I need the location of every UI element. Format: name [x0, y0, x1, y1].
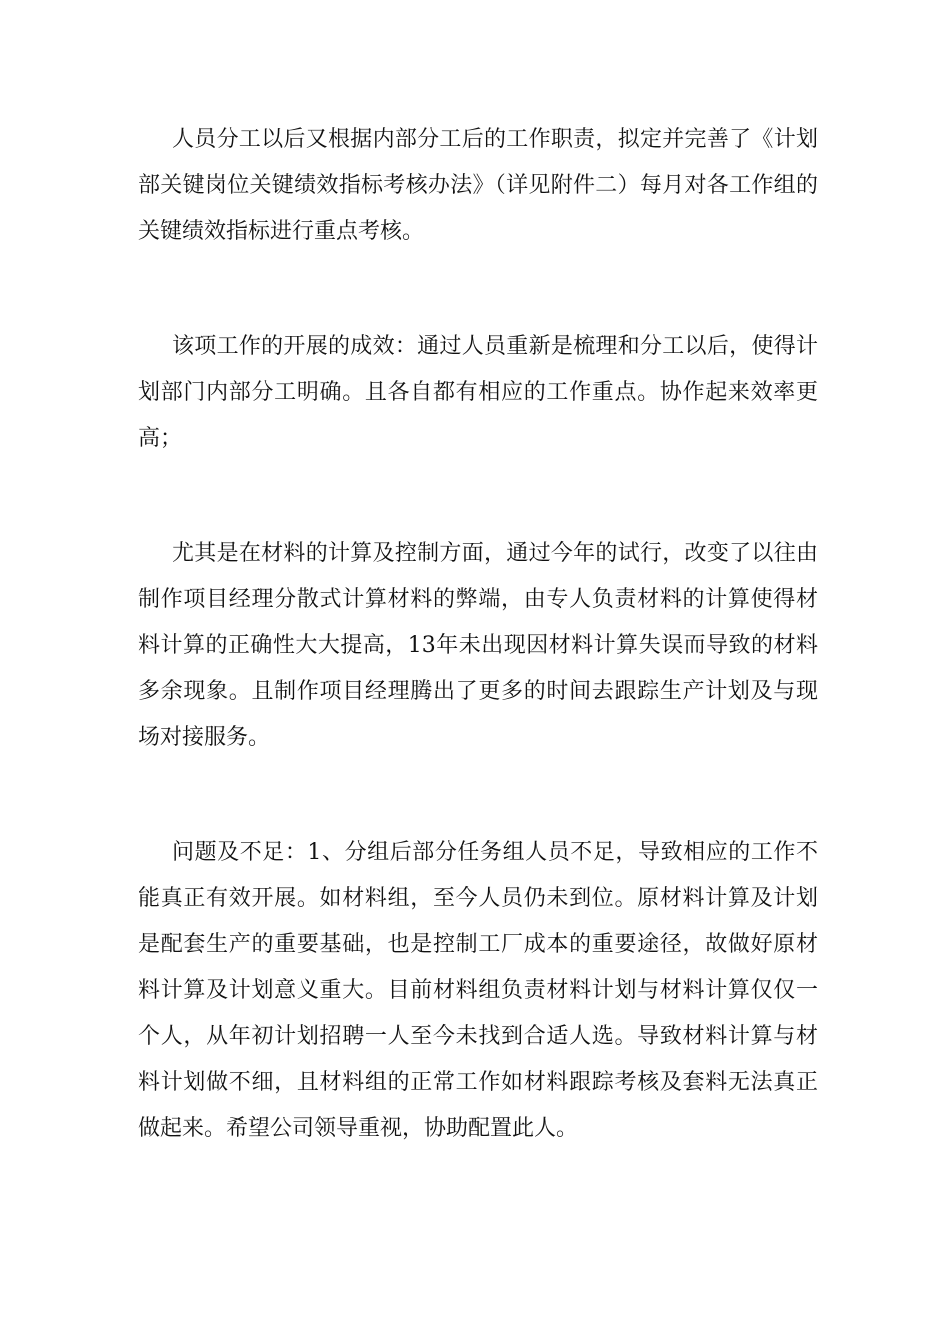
paragraph-staff-division: 人员分工以后又根据内部分工后的工作职责，拟定并完善了《计划部关键岗位关键绩效指标考核办法》（详见附件二）每月对各工作组的关键绩效指标进行重点考核。 [138, 127, 818, 244]
paragraph-problems-shortcomings: 问题及不足：1、分组后部分任务组人员不足，导致相应的工作不能真正有效开展。如材料组，至今人员仍未到位。原材料计算及计划是配套生产的重要基础，也是控制工厂成本的重要途径，故做好原材料计算及计划意义重大。目前材料组负责材料计划与材料计算仅仅一个人，从年初计划招聘一人至今未找到合适人选。导致材料计算与材料计划做不细，且材料组的正常工作如材料跟踪考核及套料无法真正做起来。希望公司领导重视，协助配置此人。 [138, 840, 818, 1141]
paragraph-material-calculation: 尤其是在材料的计算及控制方面，通过今年的试行，改变了以往由制作项目经理分散式计算材料的弊端，由专人负责材料的计算使得材料计算的正确性大大提高，13年未出现因材料计算失误而导致的材料多余现象。且制作项目经理腾出了更多的时间去跟踪生产计划及与现场对接服务。 [138, 541, 818, 750]
document-body [138, 117, 818, 1152]
paragraph-work-results: 该项工作的开展的成效：通过人员重新是梳理和分工以后，使得计划部门内部分工明确。且各自都有相应的工作重点。协作起来效率更高； [138, 334, 818, 451]
